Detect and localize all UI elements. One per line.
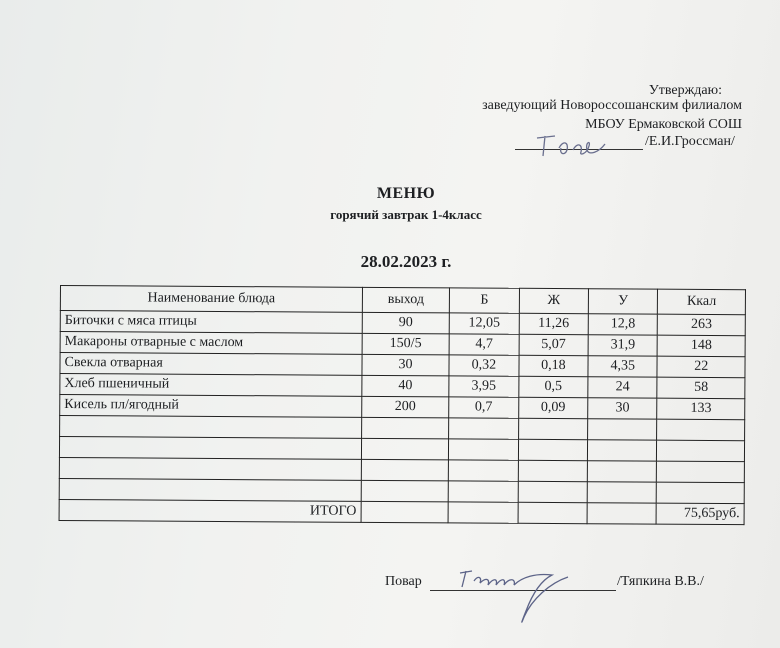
approval-signature [515, 130, 645, 160]
document-title: МЕНЮ [376, 185, 436, 202]
document-subtitle: горячий завтрак 1-4класс [330, 207, 482, 222]
cook-name: /Тяпкина В.В./ [617, 574, 704, 589]
dish-fat: 0,18 [519, 355, 589, 376]
dish-portion: 30 [362, 354, 450, 376]
approval-position-line1: заведующий Новороссошанским филиалом [482, 98, 742, 113]
header-kcal: Ккал [658, 289, 746, 315]
dish-kcal: 133 [657, 398, 745, 420]
dish-fat: 0,5 [518, 376, 588, 397]
dish-name: Макароны отварные с маслом [60, 332, 362, 355]
dish-protein: 0,7 [449, 397, 519, 418]
dish-fat: 5,07 [519, 334, 589, 355]
dish-carbs: 12,8 [588, 314, 658, 335]
dish-carbs: 30 [588, 398, 658, 419]
dish-portion: 150/5 [362, 333, 450, 355]
dish-kcal: 22 [657, 356, 745, 378]
dish-fat: 11,26 [519, 313, 589, 334]
dish-portion: 90 [362, 312, 450, 334]
header-portion: выход [362, 287, 450, 313]
total-row [59, 499, 744, 524]
document-date: 28.02.2023 г. [360, 252, 452, 271]
dish-protein: 12,05 [449, 313, 519, 334]
approval-position-line2: МБОУ Ермаковской СОШ [585, 117, 742, 132]
dish-carbs: 4,35 [588, 356, 658, 377]
dish-fat: 0,09 [518, 397, 588, 418]
dish-kcal: 58 [657, 377, 745, 399]
dish-name: Биточки с мяса птицы [60, 311, 362, 334]
dish-protein: 3,95 [449, 376, 519, 397]
dish-carbs: 24 [588, 377, 658, 398]
header-fat: Ж [519, 288, 589, 313]
approval-title: Утверждаю: [648, 83, 722, 98]
dish-kcal: 263 [658, 314, 746, 336]
total-label: ИТОГО [59, 499, 361, 522]
cook-signature [440, 555, 620, 635]
header-protein: Б [450, 288, 520, 313]
dish-protein: 0,32 [449, 355, 519, 376]
dish-name: Хлеб пшеничный [60, 374, 362, 397]
dish-name: Кисель пл/ягодный [60, 395, 362, 418]
menu-table [59, 285, 746, 525]
dish-carbs: 31,9 [588, 335, 658, 356]
dish-portion: 40 [362, 375, 450, 397]
dish-protein: 4,7 [449, 334, 519, 355]
approval-name: /Е.И.Гроссман/ [645, 134, 735, 149]
dish-kcal: 148 [657, 335, 745, 357]
header-carbs: У [588, 289, 658, 314]
dish-name: Свекла отварная [60, 353, 362, 376]
cook-label: Повар [385, 574, 422, 589]
dish-portion: 200 [361, 396, 449, 418]
header-dish-name: Наименование блюда [60, 286, 362, 313]
total-value: 75,65руб. [656, 503, 744, 525]
